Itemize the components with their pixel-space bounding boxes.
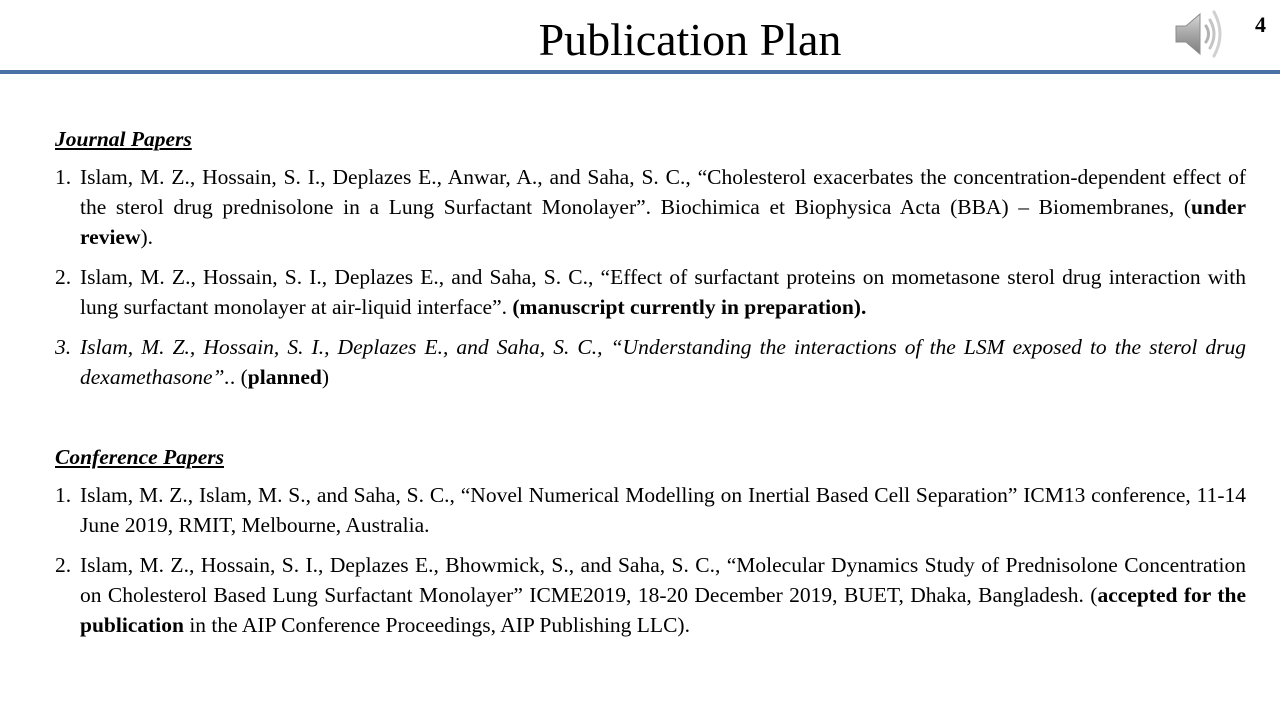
slide-title: Publication Plan	[538, 14, 842, 65]
status-text: accepted for the publication	[80, 583, 1247, 637]
slide-number: 4	[1255, 12, 1266, 37]
journal-item-1	[55, 162, 1246, 252]
conference-papers-heading: Conference Papers	[55, 445, 224, 469]
list-number: 1.	[55, 483, 72, 507]
list-item-text	[80, 550, 1246, 640]
list-item-text: Islam, M. Z., Islam, M. S., and Saha, S. C., “Novel Numerical Modelling on Inertial Based Cell Separation” ICM13 conference, 11-14 June 2019, RMIT, Melbourne, Australia.	[80, 483, 1246, 537]
citation-text: Islam, M. Z., Hossain, S. I., Deplazes E., Anwar, A., and Saha, S. C., “Cholesterol exacerbates the concentration-dependent effect of the sterol drug prednisolone in a Lung Surfactant Monolayer”. Biochimica et Biophysica Acta (BBA) – Biomembranes, (	[80, 165, 1246, 219]
slide-content	[55, 124, 1246, 650]
citation-text: Islam, M. Z., Hossain, S. I., Deplazes E., and Saha, S. C., “Effect of surfactant proteins on mometasone sterol drug interaction with lung surfactant monolayer at air-liquid interface”.	[80, 265, 1246, 319]
list-item-text	[80, 162, 1246, 252]
citation-tail: ).	[140, 225, 154, 249]
citation-tail: )	[321, 365, 330, 389]
list-item-text	[80, 262, 1246, 322]
list-number: 1.	[55, 165, 72, 189]
list-number: 2.	[55, 553, 72, 577]
journal-item-3	[55, 332, 1246, 392]
list-number: 3.	[55, 335, 72, 359]
speaker-icon-graphic	[1172, 6, 1232, 62]
status-text: (manuscript currently in preparation).	[512, 295, 867, 319]
status-text: under review	[80, 195, 1246, 249]
status-text: planned	[247, 365, 322, 389]
list-item-text	[80, 332, 1246, 392]
conference-item-2	[55, 550, 1246, 640]
citation-tail: in the AIP Conference Proceedings, AIP Publishing LLC).	[183, 613, 690, 637]
citation-mid: . (	[229, 365, 248, 389]
citation-text: Islam, M. Z., Hossain, S. I., Deplazes E., and Saha, S. C., “Understanding the interactions of the LSM exposed to the sterol drug dexamethasone”.	[80, 335, 1246, 389]
speaker-icon[interactable]	[1172, 6, 1232, 62]
journal-papers-heading: Journal Papers	[55, 127, 192, 151]
citation-text: Islam, M. Z., Hossain, S. I., Deplazes E., Bhowmick, S., and Saha, S. C., “Molecular Dynamics Study of Prednisolone Concentration on Cholesterol Based Lung Surfactant Monolayer” ICME2019, 18-20 December 2019, BUET, Dhaka, Bangladesh. (	[80, 553, 1246, 607]
conference-item-1	[55, 480, 1246, 540]
title-divider	[0, 70, 1280, 74]
list-number: 2.	[55, 265, 72, 289]
journal-item-2	[55, 262, 1246, 322]
section-spacer	[55, 402, 1246, 442]
